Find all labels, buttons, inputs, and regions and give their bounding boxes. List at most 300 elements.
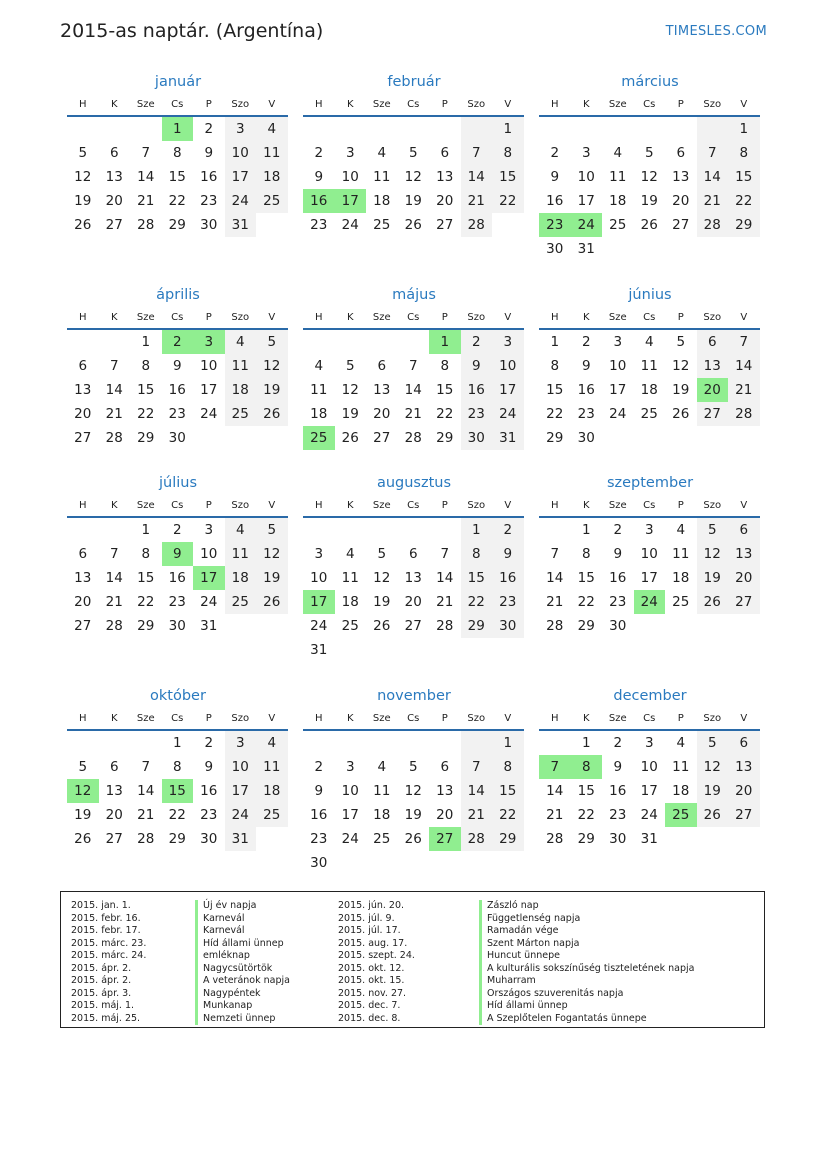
- holiday-day-cell: 17: [335, 189, 367, 213]
- legend-holiday-name: Országos szuverenitás napja: [479, 988, 694, 1001]
- day-cell: 29: [137, 618, 155, 634]
- day-cell: 8: [172, 759, 182, 775]
- day-cell: 9: [613, 546, 623, 562]
- weekday-header: Szo: [225, 95, 257, 117]
- day-cell: 14: [697, 165, 729, 189]
- weekday-header: Cs: [634, 308, 666, 330]
- day-cell: 6: [676, 145, 686, 161]
- day-cell: 3: [204, 522, 214, 538]
- day-cell: 16: [577, 382, 595, 398]
- day-cell: 9: [492, 542, 524, 566]
- day-cell: 13: [672, 169, 690, 185]
- day-cell: 4: [613, 145, 623, 161]
- day-cell: 15: [492, 779, 524, 803]
- weekday-header: Cs: [634, 709, 666, 731]
- weekday-header: H: [539, 496, 571, 518]
- holiday-day-cell: 25: [665, 803, 697, 827]
- day-cell: 5: [256, 518, 288, 542]
- day-cell: 4: [377, 145, 387, 161]
- empty-day-cell: [634, 117, 666, 141]
- legend-date: 2015. febr. 16.: [71, 912, 141, 924]
- brand-link[interactable]: TIMESLES.COM: [665, 24, 767, 39]
- day-cell: 9: [204, 759, 214, 775]
- day-cell: 7: [728, 330, 760, 354]
- weekday-header: Cs: [634, 95, 666, 117]
- day-cell: 26: [74, 217, 92, 233]
- day-cell: 26: [74, 831, 92, 847]
- day-cell: 24: [609, 406, 627, 422]
- day-cell: 4: [644, 334, 654, 350]
- legend-dates-right: [338, 900, 415, 1025]
- day-cell: 10: [310, 570, 328, 586]
- day-cell: 30: [492, 614, 524, 638]
- day-cell: 19: [341, 406, 359, 422]
- legend-holiday-name: Karnevál: [195, 925, 290, 938]
- day-cell: 12: [672, 358, 690, 374]
- weekday-header: Cs: [162, 709, 194, 731]
- legend-date: 2015. júl. 9.: [338, 912, 395, 924]
- day-cell: 22: [492, 189, 524, 213]
- empty-day-cell: [398, 117, 430, 141]
- weekday-header: Szo: [461, 496, 493, 518]
- day-cell: 21: [436, 594, 454, 610]
- weekday-header: V: [256, 496, 288, 518]
- day-cell: 16: [546, 193, 564, 209]
- day-cell: 15: [577, 570, 595, 586]
- day-cell: 5: [78, 145, 88, 161]
- day-cell: 15: [546, 382, 564, 398]
- day-cell: 20: [105, 193, 123, 209]
- day-cell: 31: [200, 618, 218, 634]
- holiday-day-cell: 20: [697, 378, 729, 402]
- day-cell: 27: [672, 217, 690, 233]
- day-cell: 20: [105, 807, 123, 823]
- day-cell: 2: [172, 522, 182, 538]
- legend-holiday-name: A Szeplőtelen Fogantatás ünnepe: [479, 1013, 694, 1026]
- day-cell: 5: [697, 518, 729, 542]
- day-cell: 7: [109, 546, 119, 562]
- day-cell: 29: [728, 213, 760, 237]
- page-title: 2015-as naptár. (Argentína): [60, 20, 324, 42]
- weekday-header: V: [492, 709, 524, 731]
- month-grid: [303, 496, 525, 662]
- day-cell: 12: [697, 542, 729, 566]
- day-cell: 21: [728, 378, 760, 402]
- empty-day-cell: [429, 117, 461, 141]
- day-cell: 20: [436, 193, 454, 209]
- weekday-header: H: [539, 95, 571, 117]
- weekday-header: P: [193, 496, 225, 518]
- day-cell: 18: [672, 570, 690, 586]
- weekday-header: Cs: [162, 308, 194, 330]
- month-1: [303, 72, 525, 237]
- day-cell: 19: [373, 594, 391, 610]
- weekday-header: Cs: [398, 95, 430, 117]
- weekday-header: P: [193, 95, 225, 117]
- day-cell: 7: [461, 755, 493, 779]
- holiday-day-cell: 2: [162, 330, 194, 354]
- day-cell: 19: [74, 193, 92, 209]
- legend-holiday-name: A veteránok napja: [195, 975, 290, 988]
- day-cell: 28: [137, 831, 155, 847]
- day-cell: 16: [609, 570, 627, 586]
- month-3: [67, 285, 289, 450]
- day-cell: 5: [676, 334, 686, 350]
- day-cell: 11: [609, 169, 627, 185]
- weekday-header: P: [665, 95, 697, 117]
- weekday-header: V: [256, 95, 288, 117]
- day-cell: 18: [609, 193, 627, 209]
- day-cell: 11: [225, 542, 257, 566]
- day-cell: 1: [728, 117, 760, 141]
- day-cell: 9: [314, 783, 324, 799]
- day-cell: 26: [341, 430, 359, 446]
- day-cell: 30: [609, 618, 627, 634]
- legend-dates-left: [71, 900, 146, 1025]
- weekday-header: P: [665, 496, 697, 518]
- weekday-header: Sze: [366, 709, 398, 731]
- day-cell: 25: [640, 406, 658, 422]
- day-cell: 26: [256, 590, 288, 614]
- day-cell: 22: [137, 594, 155, 610]
- day-cell: 8: [550, 358, 560, 374]
- day-cell: 22: [436, 406, 454, 422]
- month-grid: [539, 95, 761, 261]
- day-cell: 11: [672, 546, 690, 562]
- weekday-header: V: [728, 95, 760, 117]
- day-cell: 18: [672, 783, 690, 799]
- day-cell: 31: [225, 827, 257, 851]
- day-cell: 6: [697, 330, 729, 354]
- day-cell: 15: [137, 570, 155, 586]
- weekday-header: K: [99, 95, 131, 117]
- day-cell: 14: [461, 779, 493, 803]
- weekday-header: K: [99, 496, 131, 518]
- day-cell: 19: [256, 566, 288, 590]
- empty-day-cell: [303, 117, 335, 141]
- day-cell: 17: [225, 779, 257, 803]
- day-cell: 21: [461, 803, 493, 827]
- empty-day-cell: [335, 117, 367, 141]
- day-cell: 9: [613, 759, 623, 775]
- day-cell: 27: [74, 618, 92, 634]
- legend-date: 2015. ápr. 2.: [71, 975, 132, 986]
- day-cell: 12: [640, 169, 658, 185]
- day-cell: 16: [492, 566, 524, 590]
- day-cell: 9: [204, 145, 214, 161]
- legend-holiday-name: Muharram: [479, 975, 694, 988]
- day-cell: 14: [728, 354, 760, 378]
- day-cell: 14: [105, 570, 123, 586]
- day-cell: 5: [644, 145, 654, 161]
- month-name: december: [613, 688, 687, 704]
- empty-day-cell: [461, 731, 493, 755]
- day-cell: 6: [377, 358, 387, 374]
- day-cell: 24: [200, 406, 218, 422]
- day-cell: 17: [200, 382, 218, 398]
- month-4: [303, 285, 525, 450]
- empty-day-cell: [99, 518, 131, 542]
- empty-day-cell: [539, 117, 571, 141]
- day-cell: 25: [225, 590, 257, 614]
- weekday-header: K: [571, 709, 603, 731]
- empty-day-cell: [130, 117, 162, 141]
- day-cell: 18: [225, 566, 257, 590]
- day-cell: 3: [644, 735, 654, 751]
- day-cell: 16: [200, 783, 218, 799]
- day-cell: 8: [141, 546, 151, 562]
- day-cell: 6: [78, 358, 88, 374]
- month-grid: [67, 95, 289, 237]
- month-name: március: [621, 74, 679, 90]
- empty-day-cell: [335, 731, 367, 755]
- weekday-header: V: [256, 308, 288, 330]
- day-cell: 8: [492, 141, 524, 165]
- month-11: [539, 686, 761, 851]
- month-grid: [303, 308, 525, 450]
- weekday-header: V: [492, 308, 524, 330]
- day-cell: 16: [200, 169, 218, 185]
- day-cell: 3: [225, 731, 257, 755]
- day-cell: 26: [697, 803, 729, 827]
- holiday-day-cell: 27: [429, 827, 461, 851]
- day-cell: 10: [341, 169, 359, 185]
- empty-day-cell: [461, 117, 493, 141]
- day-cell: 23: [200, 807, 218, 823]
- day-cell: 10: [640, 546, 658, 562]
- day-cell: 27: [697, 402, 729, 426]
- day-cell: 31: [225, 213, 257, 237]
- day-cell: 11: [672, 759, 690, 775]
- day-cell: 18: [373, 807, 391, 823]
- day-cell: 6: [408, 546, 418, 562]
- month-grid: [539, 709, 761, 851]
- day-cell: 7: [550, 546, 560, 562]
- month-grid: [303, 95, 525, 237]
- legend-date: 2015. okt. 15.: [338, 975, 405, 986]
- day-cell: 28: [461, 213, 493, 237]
- day-cell: 8: [492, 755, 524, 779]
- day-cell: 25: [256, 803, 288, 827]
- day-cell: 10: [200, 546, 218, 562]
- day-cell: 28: [137, 217, 155, 233]
- day-cell: 10: [609, 358, 627, 374]
- legend-date: 2015. dec. 7.: [338, 1000, 401, 1011]
- legend-date: 2015. máj. 1.: [71, 1000, 135, 1011]
- day-cell: 20: [404, 594, 422, 610]
- day-cell: 29: [461, 614, 493, 638]
- legend-holiday-name: emléknap: [195, 950, 290, 963]
- day-cell: 28: [105, 618, 123, 634]
- weekday-header: V: [728, 496, 760, 518]
- weekday-header: Sze: [130, 496, 162, 518]
- weekday-header: Sze: [602, 308, 634, 330]
- holiday-day-cell: 25: [303, 426, 335, 450]
- empty-day-cell: [665, 117, 697, 141]
- weekday-header: Szo: [697, 709, 729, 731]
- empty-day-cell: [366, 731, 398, 755]
- day-cell: 1: [141, 522, 151, 538]
- weekday-header: P: [429, 95, 461, 117]
- day-cell: 11: [341, 570, 359, 586]
- month-8: [539, 473, 761, 638]
- day-cell: 19: [404, 807, 422, 823]
- weekday-header: Sze: [602, 496, 634, 518]
- day-cell: 12: [404, 783, 422, 799]
- day-cell: 13: [105, 783, 123, 799]
- day-cell: 16: [168, 570, 186, 586]
- legend-date: 2015. ápr. 2.: [71, 962, 132, 974]
- weekday-header: Sze: [602, 95, 634, 117]
- day-cell: 24: [225, 803, 257, 827]
- day-cell: 15: [577, 783, 595, 799]
- day-cell: 1: [581, 735, 591, 751]
- day-cell: 23: [310, 831, 328, 847]
- month-grid: [303, 709, 525, 875]
- day-cell: 1: [492, 117, 524, 141]
- day-cell: 5: [377, 546, 387, 562]
- weekday-header: P: [193, 308, 225, 330]
- weekday-header: P: [665, 709, 697, 731]
- holiday-legend: [60, 891, 765, 1028]
- day-cell: 26: [404, 831, 422, 847]
- empty-day-cell: [571, 117, 603, 141]
- empty-day-cell: [335, 518, 367, 542]
- day-cell: 6: [728, 518, 760, 542]
- day-cell: 1: [492, 731, 524, 755]
- day-cell: 4: [225, 518, 257, 542]
- weekday-header: V: [728, 709, 760, 731]
- day-cell: 29: [168, 217, 186, 233]
- day-cell: 23: [609, 807, 627, 823]
- day-cell: 23: [168, 594, 186, 610]
- month-name: április: [156, 287, 200, 303]
- day-cell: 7: [141, 145, 151, 161]
- day-cell: 30: [200, 217, 218, 233]
- day-cell: 12: [404, 169, 422, 185]
- day-cell: 9: [581, 358, 591, 374]
- empty-day-cell: [67, 731, 99, 755]
- day-cell: 13: [436, 783, 454, 799]
- holiday-day-cell: 17: [193, 566, 225, 590]
- day-cell: 28: [404, 430, 422, 446]
- day-cell: 27: [404, 618, 422, 634]
- day-cell: 29: [137, 430, 155, 446]
- day-cell: 8: [440, 358, 450, 374]
- holiday-day-cell: 9: [162, 542, 194, 566]
- day-cell: 19: [640, 193, 658, 209]
- day-cell: 22: [168, 193, 186, 209]
- day-cell: 21: [461, 189, 493, 213]
- month-grid: [67, 308, 289, 450]
- day-cell: 2: [204, 735, 214, 751]
- day-cell: 10: [200, 358, 218, 374]
- day-cell: 18: [256, 165, 288, 189]
- legend-holiday-name: A kulturális sokszínűség tiszteletének napja: [479, 963, 694, 976]
- legend-date: 2015. jan. 1.: [71, 900, 131, 911]
- weekday-header: H: [67, 709, 99, 731]
- legend-holiday-name: Karnevál: [195, 913, 290, 926]
- day-cell: 1: [461, 518, 493, 542]
- day-cell: 27: [105, 831, 123, 847]
- day-cell: 3: [644, 522, 654, 538]
- day-cell: 29: [577, 618, 595, 634]
- day-cell: 25: [341, 618, 359, 634]
- day-cell: 12: [341, 382, 359, 398]
- day-cell: 17: [341, 807, 359, 823]
- month-7: [303, 473, 525, 662]
- empty-day-cell: [366, 330, 398, 354]
- day-cell: 22: [461, 590, 493, 614]
- day-cell: 14: [546, 783, 564, 799]
- weekday-header: Sze: [130, 95, 162, 117]
- empty-day-cell: [303, 330, 335, 354]
- weekday-header: Cs: [162, 95, 194, 117]
- day-cell: 13: [436, 169, 454, 185]
- empty-day-cell: [99, 731, 131, 755]
- day-cell: 24: [225, 189, 257, 213]
- empty-day-cell: [398, 731, 430, 755]
- weekday-header: P: [665, 308, 697, 330]
- weekday-header: K: [571, 95, 603, 117]
- day-cell: 20: [74, 406, 92, 422]
- legend-holiday-name: Nemzeti ünnep: [195, 1013, 290, 1026]
- legend-holiday-name: Híd állami ünnep: [195, 938, 290, 951]
- day-cell: 5: [256, 330, 288, 354]
- day-cell: 11: [373, 169, 391, 185]
- holiday-day-cell: 23: [539, 213, 571, 237]
- day-cell: 18: [341, 594, 359, 610]
- day-cell: 20: [672, 193, 690, 209]
- weekday-header: V: [492, 95, 524, 117]
- day-cell: 7: [440, 546, 450, 562]
- month-name: január: [154, 74, 202, 90]
- day-cell: 30: [200, 831, 218, 847]
- day-cell: 21: [137, 193, 155, 209]
- day-cell: 19: [256, 378, 288, 402]
- weekday-header: H: [303, 709, 335, 731]
- day-cell: 25: [373, 217, 391, 233]
- day-cell: 29: [546, 430, 564, 446]
- holiday-day-cell: 16: [303, 189, 335, 213]
- weekday-header: P: [429, 709, 461, 731]
- day-cell: 8: [581, 546, 591, 562]
- legend-holiday-name: Munkanap: [195, 1000, 290, 1013]
- day-cell: 27: [728, 803, 760, 827]
- day-cell: 27: [436, 217, 454, 233]
- legend-date: 2015. febr. 17.: [71, 925, 141, 936]
- day-cell: 4: [676, 522, 686, 538]
- weekday-header: Szo: [697, 308, 729, 330]
- day-cell: 7: [408, 358, 418, 374]
- day-cell: 4: [314, 358, 324, 374]
- legend-date: 2015. márc. 24.: [71, 950, 147, 961]
- day-cell: 22: [546, 406, 564, 422]
- day-cell: 30: [461, 426, 493, 450]
- day-cell: 24: [200, 594, 218, 610]
- day-cell: 5: [408, 759, 418, 775]
- day-cell: 7: [697, 141, 729, 165]
- day-cell: 14: [436, 570, 454, 586]
- day-cell: 15: [492, 165, 524, 189]
- day-cell: 10: [341, 783, 359, 799]
- day-cell: 7: [141, 759, 151, 775]
- weekday-header: H: [303, 308, 335, 330]
- day-cell: 4: [225, 330, 257, 354]
- legend-holiday-name: Zászló nap: [479, 900, 694, 913]
- day-cell: 19: [74, 807, 92, 823]
- weekday-header: P: [429, 308, 461, 330]
